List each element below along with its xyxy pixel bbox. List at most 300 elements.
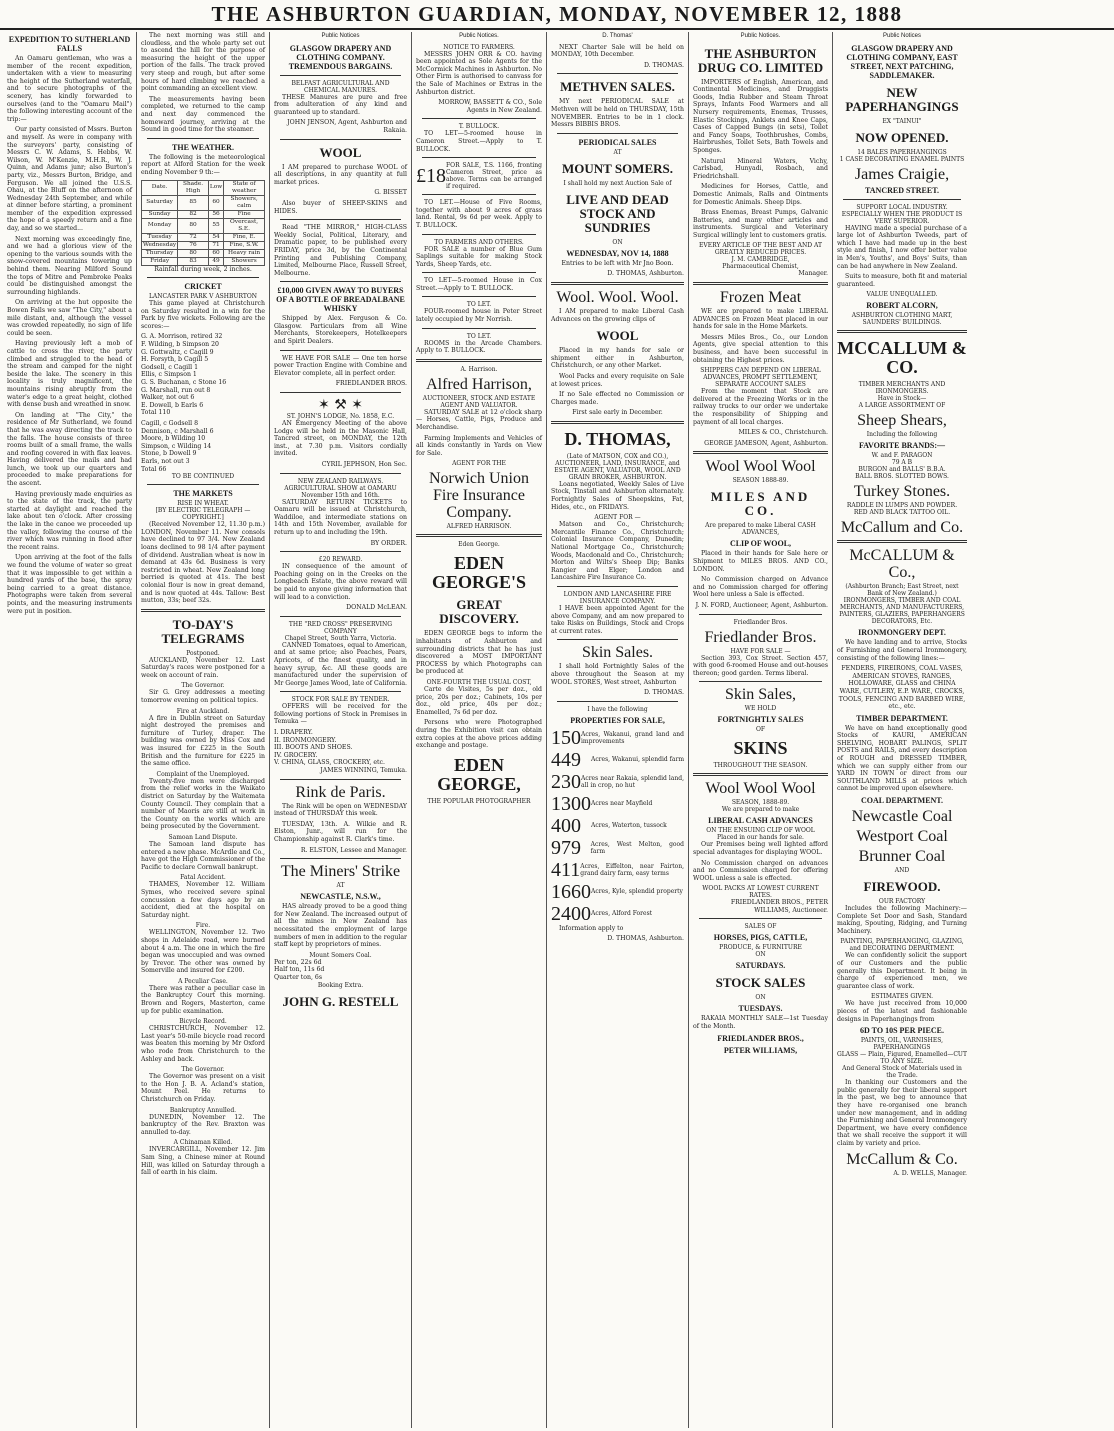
ad-heading: 6D TO 10S PER PIECE.: [860, 1026, 944, 1036]
weather-cell: Sunday: [142, 210, 178, 218]
weather-row: [142, 195, 265, 210]
ad-paragraph: Information apply to: [559, 924, 624, 932]
list-item: III. BOOTS AND SHOES.: [274, 744, 353, 752]
weather-col-header: Shade. High: [178, 180, 209, 195]
ad-paragraph: TO LET—5-roomed House in Cox Street.—Apply to T. BULLOCK.: [416, 277, 542, 292]
divider: [837, 330, 967, 333]
telegram-paragraph: Twenty-five men were discharged from the relief works in the Waikato district on Saturday by the Waitemata County Council. They complain that a number of Maoris are still at work in the County on the works which are being prosecuted by the Government.: [141, 777, 265, 831]
lot-acres: 400: [551, 814, 581, 837]
property-lot: [551, 837, 684, 859]
cricket-heading: CRICKET: [184, 282, 222, 292]
ad-heading: WOOL: [596, 328, 639, 344]
ad-paragraph: Read "THE MIRROR," HIGH-CLASS Weekly Social, Political, Literary, and Dramatic paper, to be published every FRIDAY, price 3d, by the Continental Printing and Publishing Company, Limited, Melbourne Place, Russell Street, Melbourne.: [274, 224, 407, 277]
lot-acres: 1300: [551, 792, 591, 815]
page-columns: [3, 32, 1111, 1428]
telegram-paragraph: INVERCARGILL, November 12. Jim Sam Sing, a Chinese miner at Round Hill, was killed on Saturday through a fall of earth in his claim.: [141, 1146, 265, 1177]
ad-heading: FIREWOOD.: [863, 879, 941, 895]
lot-description: Acres near Rakaia, splendid land, all in crop, no hut: [581, 774, 684, 789]
weather-cell: Showers: [224, 257, 265, 265]
telegram-subheading: Samoan Land Dispute.: [168, 833, 238, 841]
divider: [147, 277, 259, 278]
weather-col-header: State of weather: [224, 180, 265, 195]
ad-subheading: I have the following: [587, 705, 648, 713]
telegrams-heading: TO-DAY'S TELEGRAMS: [161, 616, 245, 646]
telegram-paragraph: Sir G. Grey addresses a meeting tomorrow evening on political topics.: [141, 689, 265, 705]
ad-heading: Westport Coal: [856, 828, 948, 846]
weather-cell: 55: [208, 218, 223, 233]
ad-subheading: TO LET.: [466, 332, 492, 340]
ad-heading: McCALLUM & Co.,: [849, 547, 955, 582]
ad-subheading: AUCTIONEER, LAND, INSURANCE, and ESTATE AGENT, VALUATOR, WOOL AND GRAIN BROKER, ASHBURTON.: [554, 459, 681, 481]
divider: [422, 234, 536, 235]
ad-paragraph: OFFERS will be received for the following portions of Stock in Premises in Temuka —: [274, 703, 407, 726]
ad-subheading: NOTICE TO FARMERS.: [443, 43, 515, 51]
cricket-paragraph: This game played at Christchurch on Saturday resulted in a win for the Park by five wickets. Following are the scores:—: [141, 300, 265, 330]
telegram-paragraph: There was rather a peculiar case in the Bankruptcy Court this morning. Brown and Rogers, Masterton, came up for public examination.: [141, 984, 265, 1015]
ad-heading: Wool. Wool. Wool.: [556, 288, 679, 306]
ad-paragraph: Our Premises being well lighted afford special advantages for displaying WOOL.: [693, 841, 828, 856]
weather-cell: Heavy rain: [224, 249, 265, 257]
ad-subheading: £20 REWARD.: [318, 556, 363, 564]
ad-heading: Wool Wool Wool: [705, 780, 816, 798]
ad-subheading: And General Stock of Materials used in the Trade.: [842, 1065, 962, 1080]
weather-note: Rainfall during week, 2 inches.: [154, 265, 252, 273]
ad-heading: Rink de Paris.: [295, 783, 386, 801]
score-line: Stone, b Dowell 9: [141, 450, 197, 458]
ad-signature: GEORGE JAMESON, Agent, Ashburton.: [704, 439, 828, 447]
list-item: Quarter ton, 6s: [274, 973, 323, 981]
ad-subheading: AGENT FOR THE: [452, 460, 506, 468]
ad-paragraph: RAKAIA MONTHLY SALE—1st Tuesday of the Month.: [693, 1015, 828, 1031]
ad-subheading: Eden George.: [458, 541, 500, 549]
ad-heading: ROBERT ALCORN,: [866, 301, 938, 311]
article-paragraph: On landing at "The City," the residence of Mr Sutherland, we found that he was away directing the track to the falls. The house consists of three rooms built of a small frame, the walls and roofing covered in with flax leaves. Having delivered the mails and had lunch, we took up our quarters and proceeded to make preparations for the ascent.: [7, 411, 132, 488]
sale-lot: [416, 162, 542, 190]
ad-paragraph: Also buyer of SHEEP-SKINS and HIDES.: [274, 199, 407, 215]
ad-subheading: EX "TAINUI": [882, 117, 922, 125]
divider: [422, 296, 536, 297]
ad-heading: EDEN GEORGE'S: [431, 553, 527, 593]
divider: [693, 451, 828, 454]
lot-acres: 2400: [551, 902, 591, 925]
ad-heading: EDEN GEORGE,: [437, 754, 521, 794]
list-item: Half ton, 11s 6d: [274, 966, 325, 974]
property-lot: [551, 881, 684, 903]
ad-paragraph: First sale early in December.: [572, 409, 663, 417]
weather-cell: Monday: [142, 218, 178, 233]
divider: [422, 272, 536, 273]
ad-paragraph: FOR SALE a number of Blue Gum Saplings suitable for making Stock Yards, Sheep Yards, etc.: [416, 245, 542, 268]
weather-cell: Wednesday: [143, 241, 177, 248]
list-item: V. CHINA, GLASS, CROCKERY, etc.: [274, 759, 385, 767]
ad-subheading: Placed in our hands for sale.: [717, 834, 804, 842]
ad-heading: Newcastle Coal: [851, 808, 953, 826]
ad-subheading: AGENT FOR —: [594, 514, 641, 522]
ad-heading: FRIEDLANDER BROS.,: [717, 1033, 804, 1043]
ad-paragraph: Loans negotiated, Weekly Sales of Live Stock, Tinstall and Ashburton alternately. Fortnightly Sales of Sheepskins, Fat, Hides, etc., on FRIDAYS.: [551, 480, 684, 511]
ad-signature: MILES & CO., Christchurch.: [738, 429, 828, 437]
ad-heading: Brunner Coal: [858, 848, 946, 866]
weather-cell: Fine, S.W.: [224, 241, 265, 249]
ad-heading: LIVE AND DEAD STOCK AND SUNDRIES: [566, 191, 669, 235]
ad-subheading: AND: [894, 867, 910, 875]
divider: [551, 421, 684, 424]
ad-heading: Friedlander Bros.: [704, 628, 817, 646]
ad-paragraph: We have on hand exceptionally good Stocks of KAURI, AMERICAN SHELVING, HOBART PALINGS, SPLIT POSTS and RAILS, and every description of ROUGH and DRESSED TIMBER, which we can supply either from our YARD IN TOWN or direct from our SOUTHLAND MILLS at prices which cannot be improved upon elsewhere.: [837, 724, 967, 793]
weather-cell: 80: [178, 249, 209, 257]
ad-subheading: AUCTIONEER, STOCK AND ESTATE AGENT AND VALUATOR.: [422, 394, 536, 409]
weather-heading: THE WEATHER.: [172, 142, 234, 152]
ad-paragraph: EDEN GEORGE begs to inform the inhabitants of Ashburton and surrounding districts that he has just discovered a MOST IMPORTANT PROCESS by which Photographs can be produced at: [416, 630, 542, 676]
ad-heading: HORSES, PIGS, CATTLE,: [713, 933, 808, 943]
weather-row: [142, 233, 265, 241]
divider: [422, 328, 536, 329]
ad-subheading: We are prepared to make: [721, 806, 800, 814]
divider: [699, 614, 822, 615]
ad-subheading: THE POPULAR PHOTOGRAPHER: [427, 797, 531, 805]
ad-subheading: SHIPPERS CAN DEPEND ON LIBERAL ADVANCES, PROMPT SETTLEMENT, SEPARATE ACCOUNT SALES: [700, 367, 821, 389]
score-line: E. Dowell, b Earls 6: [141, 401, 204, 409]
weather-cell: Tuesday: [142, 233, 178, 241]
score-line: Cagill, c Godsell 8: [141, 420, 199, 427]
score-line: G. Marshall, run out 8: [141, 386, 211, 394]
telegram-paragraph: THAMES, November 12. William Symes, who received severe spinal concussion a few days ago by an accident, died at the hospital on Saturday night.: [141, 881, 265, 919]
markets-subheading: RISE IN WHEAT.: [177, 500, 229, 508]
ad-subheading: SALES OF: [744, 923, 777, 931]
markets-paragraph: (Received November 12, 11.30 p.m.) LONDON, November 11. New consols have declined to 97 3/4. New Zealand loans declined to 98 1/4 after payment of dividend. Australian wheat is now in demand at 43s 6d. Business is very restricted in wheat. New Zealand long berried is quoted at 41s. The best colonial flour is now in great demand, and is now quoted at 44s. Tallow: Best mutton, 33s; beef 32s.: [141, 521, 265, 605]
ad-subheading: ON: [755, 951, 766, 959]
ad-subheading: BURGON and BALLS' B.B.A.: [858, 466, 946, 474]
lot-acres: 230: [551, 770, 581, 793]
telegram-subheading: Fire at Auckland.: [176, 707, 230, 715]
ad-paragraph: I AM prepared to purchase WOOL of all descriptions, in any quantity at full market prices.: [274, 163, 407, 186]
newspaper-title: THE ASHBURTON GUARDIAN, MONDAY, NOVEMBER 12, 1888: [211, 2, 903, 26]
score-line: Simpson, c Wilding 14: [141, 442, 212, 450]
ad-subheading: PAINTING, PAPERHANGING, GLAZING, and DECORATING DEPARTMENT.: [840, 938, 964, 953]
property-lot: [551, 903, 684, 925]
weather-cell: 56: [208, 210, 223, 218]
list-item: IV. GROCERY.: [274, 751, 318, 759]
ad-paragraph: Messrs Miles Bros., Co., our London Agents, give special attention to this business, and have been successful in obtaining the Highest prices.: [693, 333, 828, 364]
weather-cell: 60: [208, 195, 223, 210]
ad-paragraph: NEXT Charter Sale will be held on MONDAY, 10th December.: [551, 43, 684, 59]
weather-header-row: [142, 180, 265, 195]
telegram-subheading: Complaint of the Unemployed.: [156, 770, 250, 778]
ad-subheading: THE "RED CROSS" PRESERVING COMPANY: [288, 620, 393, 635]
divider: [280, 473, 401, 474]
divider: [557, 73, 678, 74]
ad-heading: Wool Wool Wool: [705, 458, 816, 476]
divider: [280, 281, 401, 282]
telegram-paragraph: The Governor was present on a visit to the Hon J. B. A. Acland's station, Mount Peel. He returns to Christchurch on Friday.: [141, 1073, 265, 1103]
ad-paragraph: CANNED Tomatoes, equal to American, and at same price; also Peaches, Pears, Apricots, of the finest quality, and in heavy syrup, &c. All these goods are manufactured under the supervision of Mr George James Wood, late of California.: [274, 641, 408, 687]
ad-heading: £10,000 GIVEN AWAY TO BUYERS OF A BOTTLE OF BREADALBANE WHISKY: [276, 286, 405, 314]
ad-subheading: IRONMONGERS, TIMBER AND COAL MERCHANTS, AND MANUFACTURERS,: [839, 597, 965, 612]
divider: [416, 359, 542, 362]
ad-paragraph: HAS already proved to be a good thing for New Zealand. The increased output of all the mines in New Zealand has necessitated the employment of large numbers of men in addition to the regular staff kept by proprietors of mines.: [274, 903, 407, 949]
ad-subheading: PAINTS, OIL, VARNISHES, PAPERHANGINGS: [860, 1037, 944, 1052]
score-line: H. Forsyth, b Cagill 5: [141, 356, 209, 364]
ad-subheading: (Ashburton Branch; East Street, next Bank of New Zealand.): [845, 583, 959, 598]
weather-col-header: Date.: [142, 180, 178, 195]
ad-heading: The Miners' Strike: [280, 863, 401, 881]
list-item: Per ton, 22s 6d: [274, 958, 322, 966]
ad-subheading: ASHBURTON CLOTHING MART, SAUNDERS' BUILDINGS.: [851, 312, 953, 327]
ad-heading: CLIP OF WOOL,: [729, 539, 792, 549]
ad-subheading: ST. JOHN'S LODGE, No. 1858, E.C.: [286, 413, 395, 421]
section-label: Public Notices: [882, 33, 921, 39]
ad-signature: D. THOMAS, Ashburton.: [607, 935, 684, 943]
ad-subheading: Chapel Street, South Yarra, Victoria.: [284, 634, 397, 642]
ad-heading: IRONMONGERY DEPT.: [858, 628, 946, 638]
article-heading: EXPEDITION TO SUTHERLAND FALLS: [8, 35, 131, 53]
telegram-subheading: The Governor.: [181, 682, 225, 690]
continued-note: TO BE CONTINUED: [171, 473, 235, 481]
list-item: II. IRONMONGERY.: [274, 736, 337, 744]
score-line: Walker, not out 6: [141, 394, 195, 402]
telegram-subheading: Fatal Accident.: [180, 874, 226, 882]
ad-paragraph: No Commission charged on Advance and no Commission charged for offering Wool here unless a Sale is effected.: [693, 576, 828, 599]
divider: [280, 219, 401, 220]
article-paragraph: An Oamaru gentleman, who was a member of the recent expedition, undertaken with a view to measuring the height of the Sutherland waterfall, and to secure photographs of the scenery, has kindly forwarded to ourselves (and to the "Oamaru Mail") the following interesting account of the trip:—: [7, 55, 132, 123]
ad-subheading: SEASON, 1888-89.: [731, 799, 790, 807]
ad-heading: PETER WILLIAMS,: [723, 1045, 798, 1055]
ad-subheading: ON: [755, 994, 766, 1002]
ad-paragraph: FOUR-roomed house in Peter Street lately occupied by Mr Norrish.: [416, 308, 542, 324]
ad-signature: Manager.: [798, 270, 828, 278]
ad-heading: D. THOMAS,: [564, 428, 671, 449]
divider: [280, 858, 401, 859]
telegram-subheading: A Chinaman Killed.: [173, 1139, 233, 1147]
ad-paragraph: Shipped by Alex. Ferguson & Co. Glasgow. Particulars from all Wine Merchants, Storekeepers, Hotelkeepers and Spirit Dealers.: [274, 315, 407, 346]
ad-subheading: STOCK FOR SALE BY TENDER.: [291, 696, 390, 704]
lot-description: Acres, Wakanui, splendid farm: [590, 756, 685, 764]
ad-subheading: NEW ZEALAND RAILWAYS.: [297, 477, 384, 485]
ad-subheading: I shall hold my next Auction Sale of: [563, 179, 672, 187]
ad-subheading: T. BULLOCK.: [458, 123, 500, 131]
score-line: Total 110: [141, 409, 171, 417]
ad-heading: STOCK SALES: [715, 975, 806, 991]
ad-paragraph: WE are prepared to make LIBERAL ADVANCES on Frozen Meat placed in our hands for sale in the Home Markets.: [693, 308, 828, 331]
divider: [557, 639, 678, 640]
weather-cell: 76: [178, 241, 209, 249]
ad-signature: G. BISSET: [374, 189, 407, 197]
ad-paragraph: If no Sale effected no Commission or Charges made.: [551, 391, 684, 406]
ad-paragraph: Entries to be left with Mr Jno Boon.: [561, 259, 674, 267]
ad-heading: MCCALLUM & CO.: [837, 338, 967, 378]
column-6: [689, 32, 833, 1428]
ad-heading: WEDNESDAY, NOV 14, 1888: [566, 248, 669, 258]
ad-subheading: W. and F. PARAGON: [871, 452, 933, 460]
column-1: [3, 32, 137, 1428]
ad-heading: PERIODICAL SALES: [578, 137, 657, 147]
divider: [693, 282, 828, 285]
lot-acres: 411: [551, 858, 581, 881]
ad-subheading: OF: [755, 726, 766, 734]
telegram-paragraph: WELLINGTON, November 12. Two shops in Adelaide road, were burned about 4 a.m. The one in which the fire began was unoccupied and was owned by Trevor. The other was owned by Somerville and insured for £200.: [141, 929, 265, 975]
ad-subheading: TO LET.: [466, 301, 492, 309]
telegram-subheading: Bankruptcy Annulled.: [169, 1106, 237, 1114]
ad-heading: James Craigie,: [854, 165, 950, 183]
ad-subheading: RED AND BLACK TATTOO OIL.: [853, 509, 951, 517]
ad-subheading: Are prepared to make Liberal CASH ADVANCES,: [705, 522, 816, 537]
weather-table: [141, 180, 265, 266]
ad-subheading: ONE-FOURTH THE USUAL COST,: [426, 678, 532, 686]
score-line: Earls, not out 3: [141, 457, 190, 465]
ad-paragraph: I HAVE been appointed Agent for the above Company, and am now prepared to take Risks on Buildings, Stock and Crops at current rates.: [551, 605, 684, 635]
divider: [280, 350, 401, 351]
divider: [557, 133, 678, 134]
ad-paragraph: No Commission charged on advances and no Commission charged for offering WOOL unless a sale is effected.: [693, 859, 828, 882]
telegram-paragraph: DUNEDIN, November 12. The bankruptcy of the Rev. Braxton was annulled to-day.: [141, 1113, 265, 1136]
score-line: Dennison, c Marshall 6: [141, 427, 214, 435]
weather-col-header: Low: [208, 180, 223, 195]
ad-signature: Pharmaceutical Chemist,: [722, 263, 799, 271]
ad-paragraph: IN consequence of the amount of Poaching going on in the Creeks on the Longbeach Estate, the above reward will be paid to anyone giving information that will lead to a conviction.: [274, 563, 407, 601]
telegram-paragraph: The Samoan land dispute has entered a new phase. McArdle and Co., have got the High Commissioner of the Pacific to declare Cornwall bankrupt.: [141, 840, 265, 871]
ad-subheading: ESPECIALLY WHEN THE PRODUCT IS VERY SUPERIOR.: [841, 210, 963, 225]
weather-cell: 60: [208, 249, 223, 257]
ad-paragraph: Matson and Co., Christchurch; Mercantile Finance Co., Christchurch; Colonial Insurance Company, Dunedin; National Mortgage Co., Christchurch; Woods, Macdonald and Co., Christchurch; Morton and Wilts's Sheep Dip; Banks Rangier and Elger; London and Lancashire Fire Insurance Co.: [551, 521, 684, 582]
article-paragraph: Next morning was exceedingly fine, and we had a glorious view of the opening to the various sounds with the snow-covered mountains towering up behind them. Nearing Milford Sound the tops of Mitre and Pembroke Peaks could be distinguished amongst the surrounding highlands.: [7, 235, 132, 296]
ad-subheading: Mount Somers Coal.: [309, 951, 372, 959]
column-7: [833, 32, 971, 1428]
lot-description: Acres, Waterton, tussock: [591, 822, 667, 830]
weather-cell: 72: [178, 233, 209, 241]
ad-heading: GREAT DISCOVERY.: [439, 597, 519, 627]
article-paragraph: The measurements having been completed, we returned to the camp and next day commenced the homeward journey, arriving at the Sound in good time for the steamer.: [141, 95, 265, 134]
weather-row: [142, 210, 265, 218]
ad-signature: D. THOMAS, Ashburton.: [607, 270, 684, 278]
article-paragraph: Our party consisted of Mssrs. Burton and myself. As were in company with the surveyors' party, consisting of Messrs C. W. Adams, S. Hebbs, W. Wilson, W. M'Kenzie, M.H.R., W. J. Quinn, and Adams junr; also Burton's party, viz., Messrs Burton, Bridge, and Ferguson. We all joined the U.S.S. Ohau, at the Bluff on the afternoon of Wednesday 24th September, and while at dinner before starting, a prominent member of the expedition expressed the hope of a speedy return and a fine day, and so we started...: [7, 126, 132, 233]
cricket-score-list: [141, 420, 265, 473]
divider: [280, 551, 401, 552]
ad-subheading: AGRICULTURAL SHOW at OAMARU November 15th and 16th.: [284, 484, 397, 499]
ad-heading: PROPERTIES FOR SALE,: [570, 715, 665, 725]
ad-signature: MORROW, BASSETT & CO., Sole Agents in New Zealand.: [438, 99, 542, 114]
sale-description: FOR SALE, T.S. 1166, fronting Cameron Street, price as above. Terms can be arranged if required.: [446, 162, 542, 191]
telegram-subheading: A Peculiar Case.: [178, 977, 228, 985]
divider: [837, 540, 967, 543]
divider: [280, 779, 401, 780]
ad-subheading: WE HOLD: [744, 705, 777, 713]
weather-row: [142, 249, 265, 257]
ad-heading: MILES AND CO.: [710, 489, 811, 519]
ad-subheading: 1 CASE DECORATING ENAMEL PAINTS: [839, 155, 965, 163]
article-paragraph: The next morning was still and cloudless, and the whole party set out to ascend the hill for the purpose of measuring the height of the upper portion of the falls. The track proved very steep and rough, but after some hours of hard climbing we reached a point commanding an excellent view.: [141, 32, 265, 93]
markets-heading: THE MARKETS: [173, 489, 233, 499]
ad-paragraph: Medicines for Horses, Cattle, and Domestic Animals, Ralls and Ointments for Domestic Animals. Sheep Dips.: [693, 183, 828, 206]
section-label: Public Notices: [321, 33, 360, 39]
ad-paragraph: MESSRS JOHN ORR & CO. having been appointed as Sole Agents for the McCormick Machines in Ashburton. No Other Firm is authorised to canvass for the Sale of Machines or Extras in the Ashburton district.: [416, 50, 542, 96]
weather-cell: Friday: [142, 257, 178, 265]
ad-subheading: VALUE UNEQUALLED.: [866, 291, 938, 299]
ad-heading: THE ASHBURTON DRUG CO. LIMITED: [697, 45, 824, 75]
ad-subheading: BELFAST AGRICULTURAL AND CHEMICAL MANURES.: [291, 79, 390, 94]
cricket-subheading: LANCASTER PARK V ASHBURTON: [148, 293, 258, 301]
ad-paragraph: Carte de Visites, 5s per doz., old price, 20s per doz.; Cabinets, 10s per doz., old price, 40s per doz.; Enamelled, 7s 6d per doz.: [416, 685, 542, 716]
ad-paragraph: We have just received from 10,000 pieces of the latest and fashionable designs in Paperhangings from: [837, 1000, 967, 1023]
ad-subheading: PAINTERS, GLAZIERS, PAPERHANGERS DECORATORS, Etc.: [839, 611, 965, 626]
divider: [422, 118, 536, 119]
ad-subheading: Including the following: [866, 431, 938, 439]
ad-paragraph: Brass Enemas, Breast Pumps, Galvanic Batteries, and many other articles and instruments. Surgical and Veterinary Surgical willingly lent to customers gratis.: [693, 209, 828, 239]
lot-acres: 1660: [551, 880, 591, 903]
ad-heading: FORTNIGHTLY SALES: [717, 715, 804, 725]
divider: [280, 139, 401, 140]
ad-heading: Frozen Meat: [719, 289, 802, 307]
ad-heading: TIMBER DEPARTMENT.: [856, 713, 948, 723]
ad-subheading: A. Harrison.: [460, 365, 498, 373]
divider: [699, 681, 822, 682]
ad-subheading: 79 A B: [891, 459, 913, 467]
ad-signature: BY ORDER.: [370, 539, 407, 547]
property-lot: [551, 771, 684, 793]
score-line: G. S. Buchanan, c Stone 16: [141, 379, 227, 387]
score-line: Godsell, c Cagill 1: [141, 363, 199, 371]
divider: [422, 194, 536, 195]
weather-cell: Fine: [224, 210, 265, 218]
ad-subheading: A LARGE ASSORTMENT OF: [858, 402, 946, 410]
ad-subheading: Friedlander Bros.: [733, 618, 788, 626]
list-item: I. DRAPERY.: [274, 729, 313, 737]
article-paragraph: Having previously made enquiries as to the state of the track, the party started at daylight and reached the lake about ten o'clock. After crossing the lake in the canoe we proceeded up the valley, following the course of the river which was running in flood after the recent rains.: [7, 490, 132, 551]
article-paragraph: Having previously left a mob of cattle to cross the river, the party climbed and struggled to the head of the stream and camped for the night beside the lake. The scenery in this locality is truly magnificent, the mountains rising abruptly from the water's edge to a great height, clothed with dense bush and wreathed in snow.: [7, 340, 132, 409]
score-line: Moore, b Wilding 10: [141, 435, 206, 443]
ad-signature: FRIEDLANDER BROS.: [335, 380, 407, 388]
ad-subheading: ON THE ENSUING CLIP OF WOOL: [706, 827, 815, 835]
ad-subheading: ESTIMATES GIVEN.: [870, 993, 934, 1001]
ad-heading: GLASGOW DRAPERY AND CLOTHING COMPANY, EAST STREET, NEXT PATCHING, SADDLEMAKER.: [846, 43, 958, 80]
ad-paragraph: MY next PERIODICAL SALE at Methven will be held on THURSDAY, 15th NOVEMBER. Entries to be in 1 clock. Messrs BIBBIS BROS.: [551, 98, 684, 129]
column-2: [137, 32, 270, 1428]
ad-heading: FAVORITE BRANDS:—: [859, 441, 945, 451]
ad-paragraph: FENDERS, FIREIRONS, COAL VASES, AMERICAN STOVES, RANGES, HOLLOWARE, GLASS and CHINA WARE, CUTLERY, E.P. WARE, CROCKS, TOOLS, FENCING AND BARBED WIRE, etc., etc.: [838, 665, 966, 711]
ad-signature: A. D. WELLS, Manager.: [893, 1169, 967, 1177]
divider: [147, 138, 259, 139]
divider: [422, 157, 536, 158]
ad-paragraph: AN Emergency Meeting of the above Lodge will be held in the Masonic Hall, Tancred street, on MONDAY, the 12th inst., at 7.30 p.m. Visitors cordially invited.: [274, 420, 407, 458]
ad-paragraph: SATURDAY SALE at 12 o'clock sharp — Horses, Cattle, Pigs, Produce and Merchandise.: [416, 408, 542, 432]
divider: [843, 199, 961, 200]
ad-heading: COAL DEPARTMENT.: [860, 796, 944, 806]
ad-paragraph: SATURDAY RETURN TICKETS to Oamaru will be issued at Christchurch, Waddiloe, and intermediate stations on 14th and 15th November, available for return up to and including the 19th.: [274, 498, 407, 536]
weather-cell: 85: [178, 195, 209, 210]
ad-paragraph: TO LET—5-roomed house in Cameron Street.—Apply to T. BULLOCK.: [416, 130, 542, 153]
ad-signature: DONALD McLEAN.: [346, 604, 407, 612]
article-paragraph: Upon arriving at the foot of the falls we found the volume of water so great that it was impossible to get within a hundred yards of the base, the spray being carried to a great distance. Photographs were taken from several points, and the measuring instruments were put in position.: [7, 554, 132, 615]
property-lot: [551, 815, 684, 837]
divider: [280, 392, 401, 393]
ad-heading: JOHN G. RESTELL: [282, 993, 399, 1009]
ad-heading: Norwich Union Fire Insurance Company.: [429, 470, 529, 522]
property-lot: [551, 727, 684, 749]
ad-signature: D. THOMAS.: [643, 689, 684, 697]
ad-paragraph: Natural Mineral Waters, Vichy, Carlsbad, Hunyadi, Rosbach, and Friedrichshall.: [693, 157, 828, 180]
score-line: Total 66: [141, 465, 167, 473]
telegram-paragraph: CHRISTCHURCH, November 12. Last year's 50-mile bicycle road record was beaten this morning by Mr Oxford who rode from Christchurch to the Ashley and back.: [141, 1025, 265, 1063]
weather-row: [142, 218, 265, 233]
lot-description: Acres, Eiffelton, near Fairton, grand dairy farm, easy terms: [580, 862, 684, 877]
ad-heading: METHVEN SALES.: [560, 79, 675, 95]
ad-paragraph: TO LET.—House of Five Rooms, together with about 9 acres of grass land. Rental, 9s 6d per week. Apply to T. BULLOCK.: [416, 199, 542, 229]
sale-price: £18: [416, 165, 446, 188]
telegram-subheading: Bicycle Record.: [179, 1018, 227, 1026]
ad-subheading: WOOL PACKS AT LOWEST CURRENT RATES.: [702, 885, 819, 900]
ad-subheading: TIMBER MERCHANTS AND IRONMONGERS.: [858, 381, 946, 396]
property-lot: [551, 749, 684, 771]
column-4: [412, 32, 547, 1428]
